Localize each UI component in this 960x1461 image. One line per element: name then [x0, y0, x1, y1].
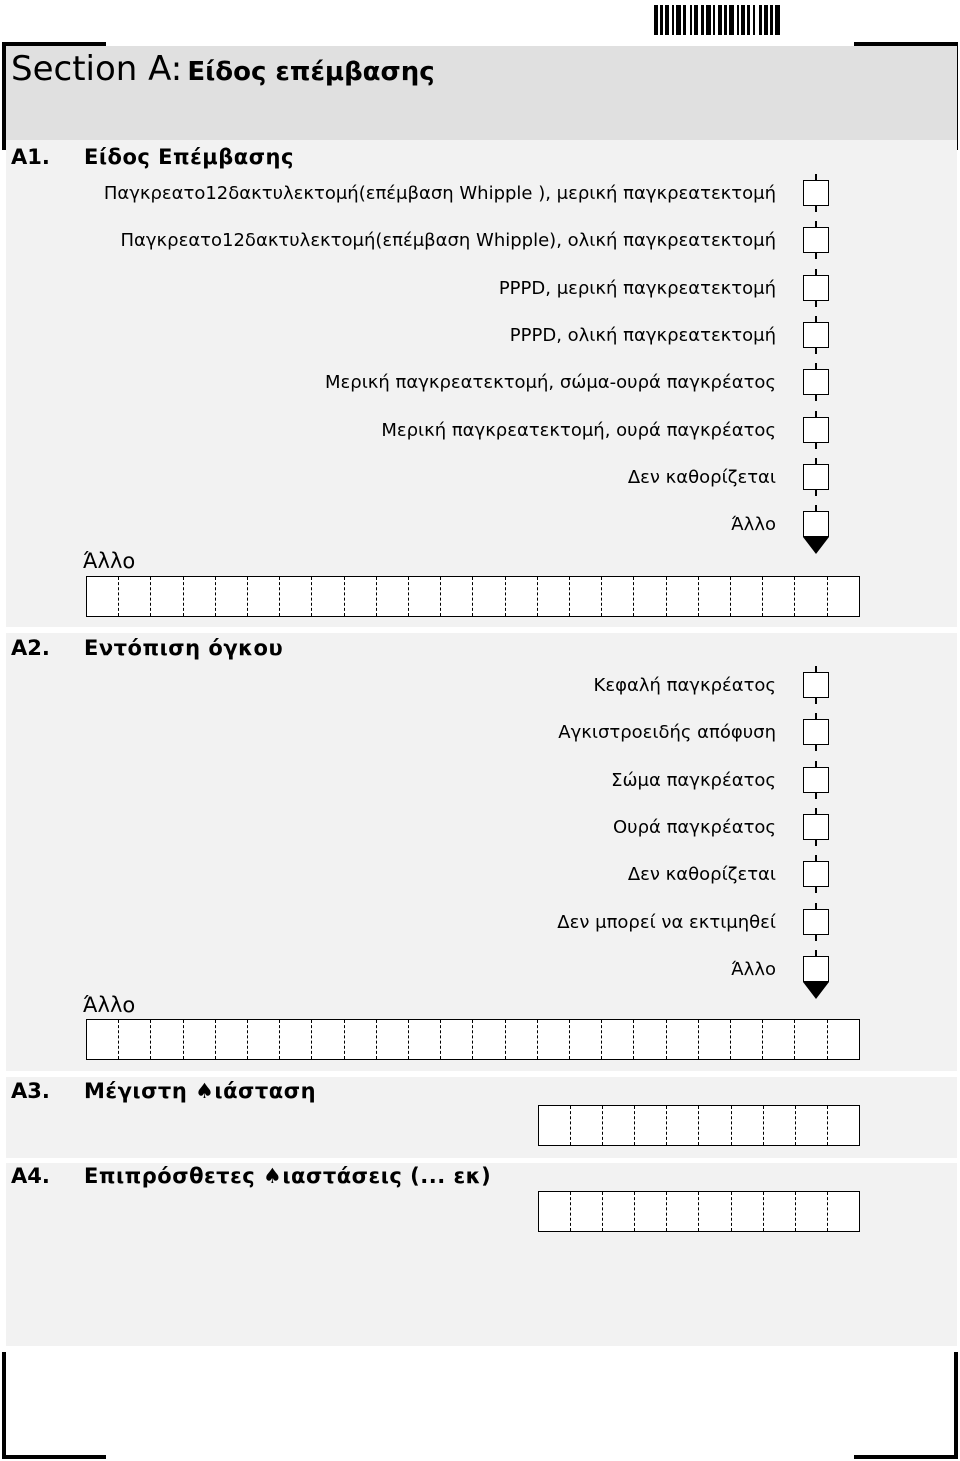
character-cell[interactable]: [762, 577, 794, 616]
section-title-sub: Είδος επέμβασης: [187, 57, 435, 87]
character-cell[interactable]: [150, 1020, 182, 1059]
registration-mark-bottom-left-horizontal: [2, 1455, 106, 1459]
character-cell[interactable]: [698, 1106, 730, 1145]
character-cell[interactable]: [602, 1192, 634, 1231]
character-cell[interactable]: [183, 577, 215, 616]
character-cell[interactable]: [440, 577, 472, 616]
character-cell[interactable]: [794, 577, 826, 616]
checkbox-tick-mark: [815, 490, 817, 496]
option-label: Αγκιστροειδής απόφυση: [558, 722, 776, 744]
option-label: PPPD, μερική παγκρεατεκτομή: [498, 277, 776, 299]
character-cell[interactable]: [87, 577, 118, 616]
option-label: Μερική παγκρεατεκτομή, ουρά παγκρέατος: [381, 419, 776, 441]
other-checkbox[interactable]: [803, 511, 829, 537]
checkbox-tick-mark: [815, 316, 817, 322]
character-cell[interactable]: [795, 1192, 827, 1231]
option-label: Άλλο: [731, 958, 776, 980]
question-a2-block: [6, 633, 957, 1071]
character-cell[interactable]: [183, 1020, 215, 1059]
option-label: Δεν καθορίζεται: [627, 864, 776, 886]
option-checkbox[interactable]: [803, 275, 829, 301]
character-cell[interactable]: [472, 577, 504, 616]
barcode-gap: [780, 5, 782, 35]
checkbox-tick-mark: [815, 206, 817, 212]
option-checkbox[interactable]: [803, 227, 829, 253]
option-checkbox[interactable]: [803, 909, 829, 935]
option-label: Σώμα παγκρέατος: [611, 769, 776, 791]
character-cell[interactable]: [827, 577, 859, 616]
option-label: Ουρά παγκρέατος: [613, 816, 776, 838]
character-cell[interactable]: [569, 577, 601, 616]
registration-mark-bottom-left-vertical: [2, 1352, 6, 1459]
character-cell[interactable]: [666, 1020, 698, 1059]
character-cell[interactable]: [666, 1106, 698, 1145]
character-cell[interactable]: [344, 1020, 376, 1059]
character-cell[interactable]: [698, 1192, 730, 1231]
question-title: Εντόπιση όγκου: [84, 636, 284, 660]
option-label: Άλλο: [731, 514, 776, 536]
option-checkbox[interactable]: [803, 672, 829, 698]
character-cell[interactable]: [795, 1106, 827, 1145]
option-label: Παγκρεατο12δακτυλεκτομή(επέμβαση Whipple ), μερική παγκρεατεκτομή: [103, 183, 776, 204]
question-title: Επιπρόσθετες ♠ιαστάσεις (... εκ): [84, 1164, 492, 1188]
checkbox-tick-mark: [815, 363, 817, 369]
additional-dimensions-field[interactable]: [538, 1191, 860, 1232]
character-cell[interactable]: [762, 1020, 794, 1059]
option-checkbox[interactable]: [803, 417, 829, 443]
option-checkbox[interactable]: [803, 767, 829, 793]
character-cell[interactable]: [827, 1192, 859, 1231]
arrow-down-icon: [803, 982, 829, 999]
question-number: A1.: [11, 145, 50, 169]
option-checkbox[interactable]: [803, 464, 829, 490]
barcode: [654, 5, 910, 35]
registration-mark-bottom-right-horizontal: [854, 1455, 958, 1459]
question-a4-block: [6, 1163, 957, 1346]
character-cell[interactable]: [118, 577, 150, 616]
checkbox-tick-mark: [815, 950, 817, 956]
character-cell[interactable]: [794, 1020, 826, 1059]
character-cell[interactable]: [537, 1020, 569, 1059]
character-cell[interactable]: [730, 1020, 762, 1059]
checkbox-tick-mark: [815, 840, 817, 846]
character-cell[interactable]: [247, 577, 279, 616]
character-cell[interactable]: [279, 1020, 311, 1059]
character-cell[interactable]: [539, 1106, 570, 1145]
character-cell[interactable]: [311, 577, 343, 616]
question-a1-block: [6, 140, 957, 627]
character-cell[interactable]: [408, 1020, 440, 1059]
character-cell[interactable]: [601, 1020, 633, 1059]
option-checkbox[interactable]: [803, 180, 829, 206]
option-checkbox[interactable]: [803, 322, 829, 348]
registration-mark-bottom-right-vertical: [954, 1352, 958, 1459]
character-cell[interactable]: [601, 577, 633, 616]
option-label: Δεν καθορίζεται: [627, 466, 776, 488]
character-cell[interactable]: [634, 1106, 666, 1145]
character-cell[interactable]: [698, 1020, 730, 1059]
character-cell[interactable]: [408, 577, 440, 616]
checkbox-tick-mark: [815, 713, 817, 719]
character-cell[interactable]: [118, 1020, 150, 1059]
option-label: Μερική παγκρεατεκτομή, σώμα-ουρά παγκρέατος: [325, 372, 776, 394]
section-title-main: Section A:: [11, 49, 183, 89]
question-number: A3.: [11, 1079, 50, 1103]
character-cell[interactable]: [731, 1192, 763, 1231]
character-cell[interactable]: [731, 1106, 763, 1145]
character-cell[interactable]: [602, 1106, 634, 1145]
checkbox-tick-mark: [815, 221, 817, 227]
other-label: Άλλο: [83, 549, 136, 573]
option-label: Κεφαλή παγκρέατος: [593, 675, 776, 696]
character-cell[interactable]: [344, 577, 376, 616]
checkbox-tick-mark: [815, 855, 817, 861]
section-header: [6, 46, 957, 140]
option-checkbox[interactable]: [803, 719, 829, 745]
character-cell[interactable]: [440, 1020, 472, 1059]
checkbox-tick-mark: [815, 253, 817, 259]
max-dimension-field[interactable]: [538, 1105, 860, 1146]
checkbox-tick-mark: [815, 395, 817, 401]
other-checkbox[interactable]: [803, 956, 829, 982]
character-cell[interactable]: [505, 1020, 537, 1059]
option-label: PPPD, ολική παγκρεατεκτομή: [509, 324, 776, 346]
option-checkbox[interactable]: [803, 861, 829, 887]
character-cell[interactable]: [763, 1192, 795, 1231]
character-cell[interactable]: [827, 1106, 859, 1145]
checkbox-tick-mark: [815, 666, 817, 672]
character-cell[interactable]: [827, 1020, 859, 1059]
question-number: A2.: [11, 636, 50, 660]
character-cell[interactable]: [666, 577, 698, 616]
checkbox-tick-mark: [815, 411, 817, 417]
checkbox-tick-mark: [815, 808, 817, 814]
arrow-down-icon: [803, 537, 829, 554]
character-cell[interactable]: [539, 1192, 570, 1231]
other-text-field[interactable]: [86, 576, 860, 617]
question-title: Είδος Επέμβασης: [84, 145, 294, 169]
question-number: A4.: [11, 1164, 50, 1188]
other-label: Άλλο: [83, 993, 136, 1017]
option-label: Δεν μπορεί να εκτιμηθεί: [557, 911, 776, 933]
character-cell[interactable]: [698, 577, 730, 616]
character-cell[interactable]: [376, 577, 408, 616]
checkbox-tick-mark: [815, 443, 817, 449]
checkbox-tick-mark: [815, 301, 817, 307]
character-cell[interactable]: [247, 1020, 279, 1059]
character-cell[interactable]: [633, 1020, 665, 1059]
checkbox-tick-mark: [815, 793, 817, 799]
character-cell[interactable]: [730, 577, 762, 616]
checkbox-tick-mark: [815, 761, 817, 767]
character-cell[interactable]: [472, 1020, 504, 1059]
character-cell[interactable]: [633, 577, 665, 616]
question-a3-block: [6, 1077, 957, 1158]
section-title: [11, 49, 435, 89]
checkbox-tick-mark: [815, 698, 817, 704]
checkbox-tick-mark: [815, 174, 817, 180]
character-cell[interactable]: [569, 1020, 601, 1059]
character-cell[interactable]: [634, 1192, 666, 1231]
checkbox-tick-mark: [815, 505, 817, 511]
option-label: Παγκρεατο12δακτυλεκτομή(επέμβαση Whipple), ολική παγκρεατεκτομή: [120, 230, 776, 252]
character-cell[interactable]: [666, 1192, 698, 1231]
checkbox-tick-mark: [815, 745, 817, 751]
character-cell[interactable]: [376, 1020, 408, 1059]
option-checkbox[interactable]: [803, 369, 829, 395]
character-cell[interactable]: [537, 577, 569, 616]
character-cell[interactable]: [570, 1192, 602, 1231]
character-cell[interactable]: [570, 1106, 602, 1145]
character-cell[interactable]: [763, 1106, 795, 1145]
option-checkbox[interactable]: [803, 814, 829, 840]
checkbox-tick-mark: [815, 458, 817, 464]
checkbox-tick-mark: [815, 887, 817, 893]
other-text-field[interactable]: [86, 1019, 860, 1060]
checkbox-tick-mark: [815, 903, 817, 909]
character-cell[interactable]: [505, 577, 537, 616]
character-cell[interactable]: [87, 1020, 118, 1059]
character-cell[interactable]: [215, 577, 247, 616]
character-cell[interactable]: [311, 1020, 343, 1059]
checkbox-tick-mark: [815, 269, 817, 275]
checkbox-tick-mark: [815, 935, 817, 941]
character-cell[interactable]: [215, 1020, 247, 1059]
checkbox-tick-mark: [815, 348, 817, 354]
character-cell[interactable]: [150, 577, 182, 616]
question-title: Μέγιστη ♠ιάσταση: [84, 1079, 317, 1103]
character-cell[interactable]: [279, 577, 311, 616]
